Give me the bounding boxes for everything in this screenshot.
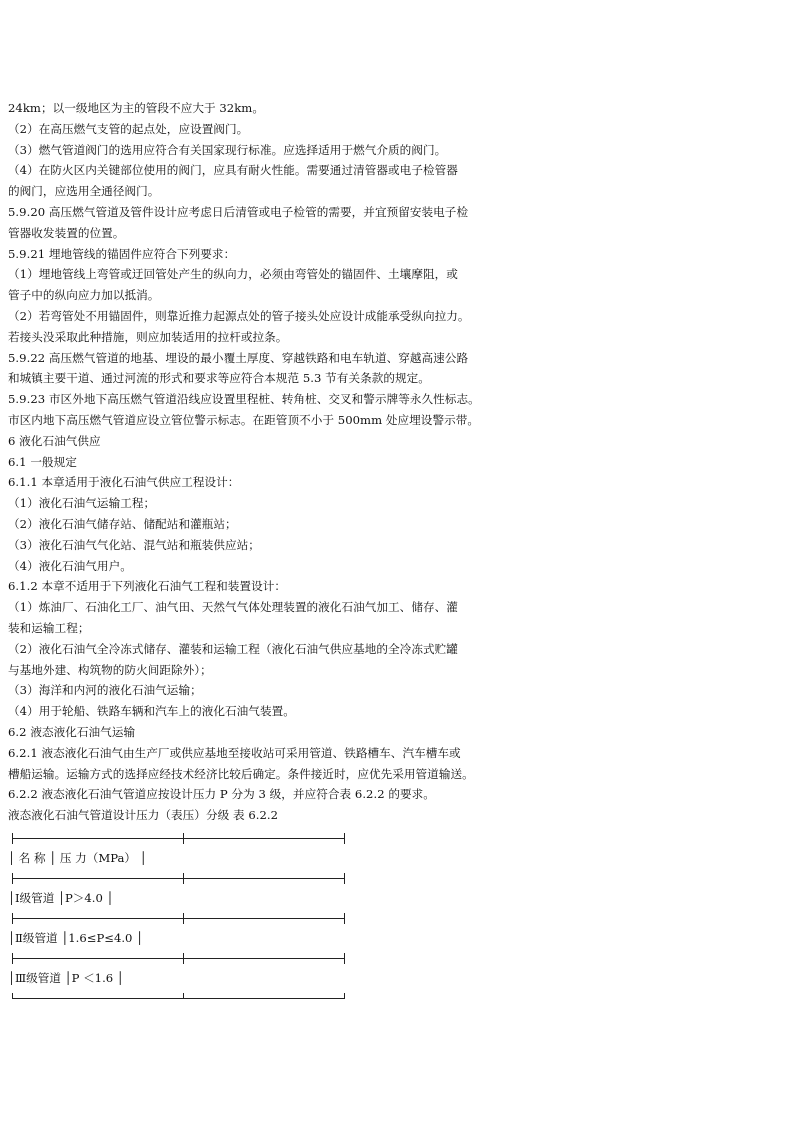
section-5-9-23: 5.9.23 市区外地下高压燃气管道沿线应设置里程桩、转角桩、交叉和警示牌等永久性标志。	[8, 392, 480, 407]
section-heading: 6.2 液态液化石油气运输	[8, 724, 136, 739]
text-line: 若接头没采取此种措施，则应加装适用的拉杆或拉条。	[8, 329, 288, 344]
list-item: （1）炼油厂、石油化工厂、油气田、天然气气体处理装置的液化石油气加工、储存、灌	[8, 600, 458, 615]
text-line: 24km；以一级地区为主的管段不应大于 32km。	[8, 101, 264, 115]
text-line: 与基地外建、构筑物的防火间距除外）；	[8, 662, 212, 677]
text-line: （4）在防火区内关键部位使用的阀门，应具有耐火性能。需要通过清管器或电子检管器	[8, 163, 458, 178]
section-5-9-20: 5.9.20 高压燃气管道及管件设计应考虑日后清管或电子检管的需要，并宜预留安装电子检	[8, 204, 469, 219]
section-5-9-22: 5.9.22 高压燃气管道的地基、埋设的最小覆土厚度、穿越铁路和电车轨道、穿越高速公路	[8, 350, 469, 365]
section-6-1-2: 6.1.2 本章不适用于下列液化石油气工程和装置设计：	[8, 579, 287, 594]
text-line: 市区内地下高压燃气管道应设立管位警示标志。在距管顶不小于 500mm 处应埋设警示带。	[8, 412, 480, 427]
text-line: 槽船运输。运输方式的选择应经技术经济比较后确定。条件接近时，应优先采用管道输送。	[8, 766, 474, 781]
text-line: 和城镇主要干道、通过河流的形式和要求等应符合本规范 5.3 节有关条款的规定。	[8, 371, 430, 386]
text-line: （1）埋地管线上弯管或迂回管处产生的纵向力，必须由弯管处的锚固件、土壤摩阻，或	[8, 267, 458, 282]
list-item: （3）海洋和内河的液化石油气运输；	[8, 683, 202, 698]
table-header-row: │ 名 称 │ 压 力（MPa） │	[8, 851, 147, 865]
section-5-9-21: 5.9.21 埋地管线的锚固件应符合下列要求：	[8, 246, 236, 261]
table-row: │Ⅱ级管道 │1.6≤P≤4.0 │	[8, 931, 144, 945]
text-line: 管器收发装置的位置。	[8, 225, 125, 240]
list-item: （2）液化石油气全冷冻式储存、灌装和运输工程（液化石油气供应基地的全冷冻式贮罐	[8, 641, 458, 656]
text-line: （2）在高压燃气支管的起点处，应设置阀门。	[8, 121, 249, 136]
table-caption: 液态液化石油气管道设计压力（表压）分级 表 6.2.2	[8, 808, 279, 823]
list-item: （3）液化石油气气化站、混气站和瓶装供应站；	[8, 537, 260, 552]
text-line: 管子中的纵向应力加以抵消。	[8, 288, 160, 303]
section-6-1-1: 6.1.1 本章适用于液化石油气供应工程设计：	[8, 475, 240, 490]
table-row: │Ⅲ级管道 │P ＜1.6 │	[8, 971, 124, 985]
text-line: 的阀门，应选用全通径阀门。	[8, 184, 160, 199]
text-line: 装和运输工程；	[8, 620, 90, 635]
text-line: （3）燃气管道阀门的选用应符合有关国家现行标准。应选择适用于燃气介质的阀门。	[8, 142, 447, 157]
section-6-2-2: 6.2.2 液态液化石油气管道应按设计压力 P 分为 3 级，并应符合表 6.2.2 的要求。	[8, 787, 435, 802]
section-heading: 6.1 一般规定	[8, 454, 77, 469]
pressure-class-table	[8, 830, 348, 1005]
section-6-2-1: 6.2.1 液态液化石油气由生产厂或供应基地至接收站可采用管道、铁路槽车、汽车槽车或	[8, 745, 461, 760]
list-item: （4）用于轮船、铁路车辆和汽车上的液化石油气装置。	[8, 704, 295, 719]
list-item: （2）液化石油气储存站、储配站和灌瓶站；	[8, 516, 237, 531]
table-row: │Ⅰ级管道 │P＞4.0 │	[8, 891, 114, 905]
chapter-heading: 6 液化石油气供应	[8, 433, 101, 448]
list-item: （1）液化石油气运输工程；	[8, 496, 156, 511]
list-item: （4）液化石油气用户。	[8, 558, 132, 573]
document-body	[8, 98, 788, 826]
text-line: （2）若弯管处不用锚固件，则靠近推力起源点处的管子接头处应设计成能承受纵向拉力。	[8, 308, 470, 323]
